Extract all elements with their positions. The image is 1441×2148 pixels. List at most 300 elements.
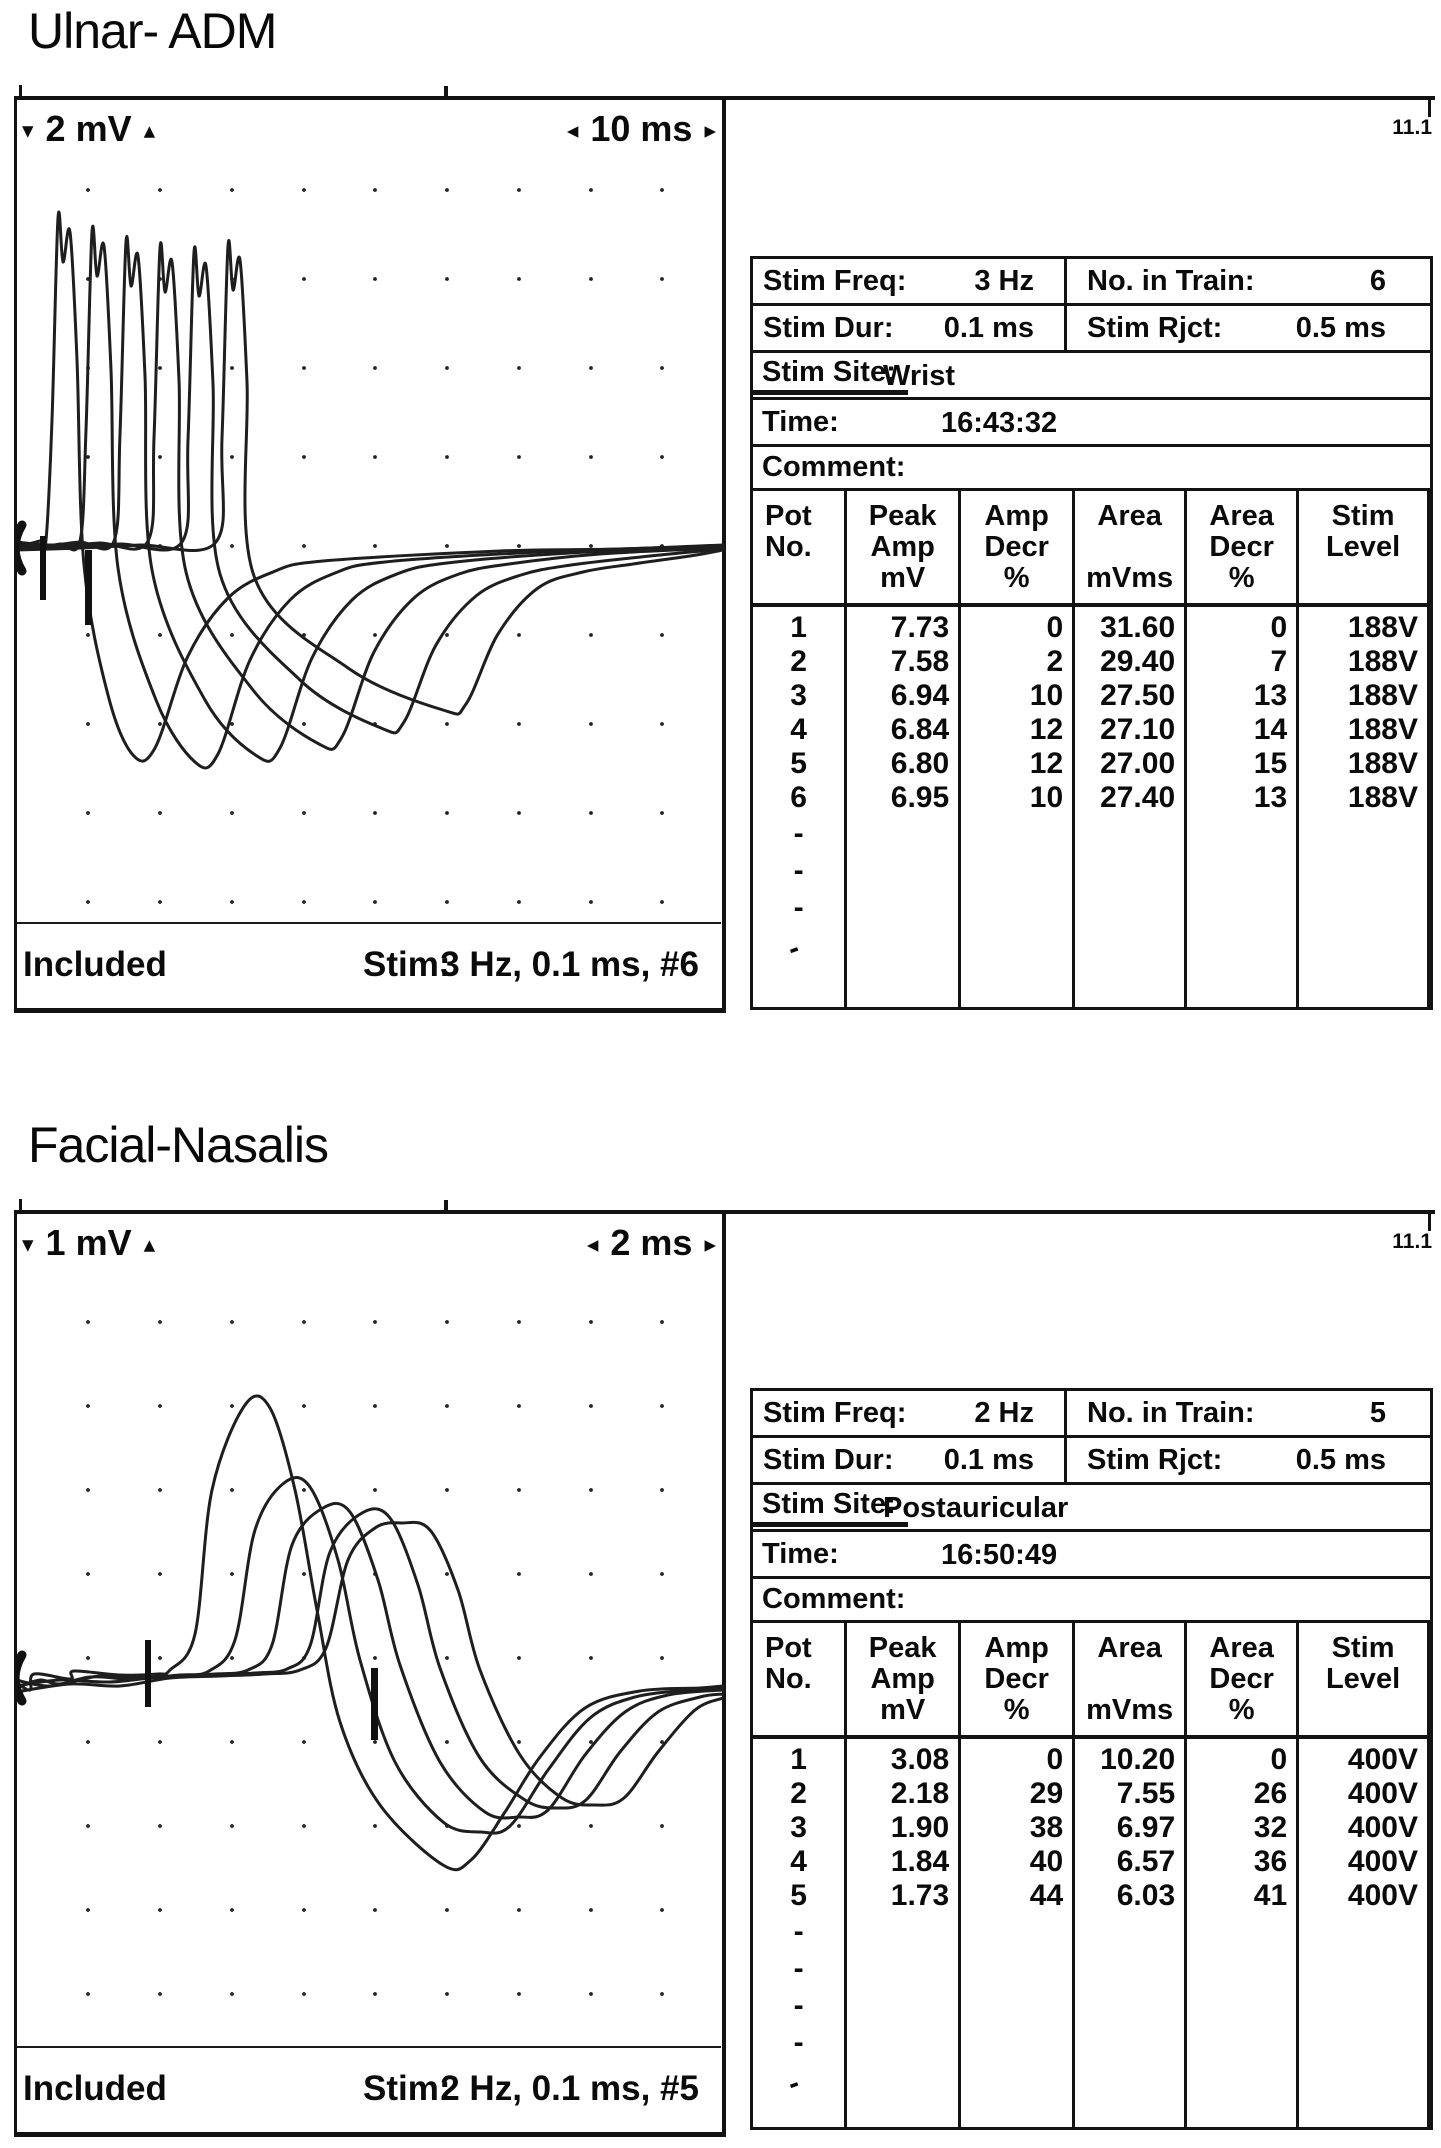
grid-dot [517,277,521,281]
stimulus-marker [145,1640,151,1707]
empty-row-dash: - [793,854,804,887]
waveform-plot [14,1212,725,2048]
table-column [961,1623,1075,2127]
grid-dot [86,722,90,726]
grid-dot [158,900,162,904]
empty-row-dash: - [793,817,804,850]
comment-label: Comment: [762,451,906,483]
top-rule-stub [19,1199,22,1212]
grid-dot [445,277,449,281]
grid-dot [517,1488,521,1492]
grid-dot [517,188,521,192]
grid-dot [373,1404,377,1408]
grid-dot [373,188,377,192]
grid-dot [517,633,521,637]
table-cell: 7.73 [890,611,950,644]
info-cell [1067,1438,1430,1482]
grid-dot [517,722,521,726]
info-row [753,447,1430,491]
grid-dot [230,544,234,548]
grid-dot [445,188,449,192]
table-cell: 6.57 [1116,1845,1176,1878]
grid-dot [445,1320,449,1324]
grid-dot [373,1908,377,1912]
corner-bracket [1428,96,1431,117]
grid-dot [302,900,306,904]
grid-dot [445,1488,449,1492]
table-cell: 7.55 [1116,1777,1176,1810]
column-header: Area mVms [1086,1632,1174,1726]
empty-row-dash [1187,1950,1296,1987]
table-cell: 40 [1029,1845,1064,1878]
table-column [847,491,961,1007]
grid-dot [86,1824,90,1828]
empty-row-dash [1299,926,1427,963]
grid-dot [660,1908,664,1912]
grid-dot [86,1908,90,1912]
grid-dot [660,1572,664,1576]
info-row [753,259,1430,306]
amplitude-scale-label: 1 mV [45,1222,132,1263]
grid-dot [230,1320,234,1324]
triangle-up-icon: ▴ [143,1232,156,1258]
column-header: Amp Decr % [984,1632,1049,1726]
grid-dot [517,1740,521,1744]
corner-tag: 11.1 [1392,116,1432,139]
amplitude-scale-label: 2 mV [45,108,132,149]
table-cell: 36 [1253,1845,1288,1878]
grid-dot [517,455,521,459]
grid-dot [86,1404,90,1408]
grid-dot [373,277,377,281]
grid-dot [589,1404,593,1408]
table-column [1299,1623,1430,2127]
table-column [1187,1623,1299,2127]
stim-freq-value: 2 Hz [974,1396,1034,1429]
included-label: Included [23,945,167,984]
empty-row-dash [1299,1987,1427,2024]
empty-row-dash [1187,889,1296,926]
grid-dot [158,1992,162,1996]
table-cell: 29 [1029,1777,1064,1810]
grid-dot [517,1320,521,1324]
grid-dot [660,188,664,192]
info-cell [1067,306,1430,350]
corner-tag: 11.1 [1392,1230,1432,1253]
table-cell: 188V [1347,611,1418,644]
empty-row-dash [1075,889,1184,926]
table-cell: 3.08 [890,1743,950,1776]
grid-dot [230,811,234,815]
table-cell: 5 [790,1879,807,1912]
table-cell: 27.40 [1100,781,1176,814]
info-cell [753,1438,1067,1482]
waveform-plot [14,98,725,925]
table-cell: 0 [1046,611,1064,644]
column-header: Peak Amp mV [868,1632,937,1726]
grid-dot [517,1404,521,1408]
panel-title: Facial-Nasalis [28,1117,328,1173]
table-column [1075,491,1187,1007]
empty-row-dash [1075,926,1184,963]
grid-dot [230,366,234,370]
table-cell: 400V [1347,1845,1418,1878]
triangle-down-icon: ▾ [22,1232,34,1258]
table-cell: 27.10 [1100,713,1176,746]
empty-row-dash [1187,926,1296,963]
grid-dot [589,455,593,459]
cmap-trace [16,1522,723,1805]
empty-row-dash [961,926,1072,963]
table-cell: 10.20 [1100,1743,1176,1776]
table-cell: 12 [1029,713,1064,746]
column-header: Area Decr % [1209,500,1274,594]
waveform-border-bottom [14,1008,726,1013]
train-label: No. in Train: [1087,1396,1255,1429]
stim-site-value: Wrist [883,360,955,392]
grid-dot [517,1656,521,1660]
info-row [753,1485,1430,1532]
table-column [961,491,1075,1007]
grid-dot [517,900,521,904]
stimulus-marker [40,536,46,600]
grid-dot [158,1824,162,1828]
grid-dot [589,1572,593,1576]
column-header: Pot No. [765,500,812,563]
empty-row-dash [961,1913,1072,1950]
grid-dot [445,1740,449,1744]
stim-dur-label: Stim Dur: [763,311,894,344]
grid-dot [230,1908,234,1912]
table-cell: 7.58 [890,645,950,678]
train-label: No. in Train: [1087,264,1255,297]
grid-dot [445,722,449,726]
grid-dot [373,455,377,459]
empty-row-dash [961,852,1072,889]
triangle-down-icon: ▾ [22,118,34,144]
grid-dot [86,188,90,192]
grid-dot [373,1320,377,1324]
grid-dot [445,633,449,637]
grid-dot [373,1656,377,1660]
trace-status-bar [17,922,721,1006]
grid-dot [589,544,593,548]
cmap-trace [16,1396,723,1870]
top-rule-tick [444,1200,448,1211]
stim-rjct-value: 0.5 ms [1295,1443,1386,1476]
grid-dot [373,811,377,815]
grid-dot [445,1656,449,1660]
potential-data-grid [753,1623,1430,2127]
triangle-right-icon: ▸ [704,118,716,144]
grid-dot [158,1404,162,1408]
table-cell: 400V [1347,1879,1418,1912]
stimulus-marker [371,1668,378,1740]
empty-row-dash [1299,852,1427,889]
grid-dot [158,1656,162,1660]
cmap-trace [16,212,723,761]
empty-row-dash [847,815,958,852]
empty-row-dash [847,889,958,926]
grid-dot [660,1488,664,1492]
empty-row-dash [961,815,1072,852]
column-header: Peak Amp mV [868,500,937,594]
empty-row-dash [1075,2024,1184,2061]
grid-dot [445,455,449,459]
table-cell: 6.80 [890,747,950,780]
grid-dot [230,455,234,459]
table-cell: 2 [1046,645,1064,678]
table-cell: 188V [1347,747,1418,780]
info-row [753,1391,1430,1438]
table-cell: 4 [790,1845,807,1878]
grid-dot [517,544,521,548]
trace-status-bar [17,2046,721,2130]
grid-dot [445,900,449,904]
grid-dot [445,1404,449,1408]
column-header: Stim Level [1325,500,1401,563]
grid-dot [158,722,162,726]
info-cell [1067,1391,1430,1435]
grid-dot [517,366,521,370]
info-row [753,1532,1430,1579]
grid-dot [373,1824,377,1828]
grid-dot [158,366,162,370]
train-value: 6 [1369,264,1386,297]
grid-dot [589,900,593,904]
table-cell: 44 [1029,1879,1064,1912]
grid-dot [589,1488,593,1492]
empty-row-dash [847,1987,958,2024]
table-cell: 41 [1253,1879,1288,1912]
table-cell: 1.90 [890,1811,950,1844]
table-cell: 6.03 [1116,1879,1176,1912]
table-column [753,1623,847,2127]
empty-row-dash [847,852,958,889]
waveform-border-bottom [14,2132,726,2137]
empty-row-dash: - [783,2066,804,2101]
empty-row-dash: - [793,1915,804,1948]
grid-dot [302,455,306,459]
table-cell: 0 [1046,1743,1064,1776]
grid-dot [302,1488,306,1492]
info-cell [1067,259,1430,303]
table-cell: 3 [790,679,807,712]
grid-dot [373,633,377,637]
empty-row-dash [961,2061,1072,2098]
grid-dot [86,1488,90,1492]
results-table [750,256,1433,1010]
triangle-left-icon: ◂ [566,118,579,144]
table-cell: 6 [790,781,807,814]
stim-summary-label: Stim: [363,945,451,984]
table-cell: 10 [1029,781,1064,814]
grid-dot [660,722,664,726]
info-row [753,353,1430,400]
empty-row-dash [847,1950,958,1987]
grid-dot [158,1572,162,1576]
table-cell: 6.95 [890,781,950,814]
grid-dot [589,1740,593,1744]
info-cell [753,1391,1067,1435]
empty-row-dash: - [783,931,804,966]
comment-label: Comment: [762,1583,906,1615]
panel-facial-nasalis [0,1114,1441,2148]
stim-dur-value: 0.1 ms [943,311,1034,344]
table-cell: 10 [1029,679,1064,712]
empty-row-dash [847,926,958,963]
grid-dot [660,811,664,815]
triangle-right-icon: ▸ [704,1232,716,1258]
grid-dot [302,366,306,370]
empty-row-dash [1075,815,1184,852]
table-cell: 2.18 [890,1777,950,1810]
info-row [753,1438,1430,1485]
grid-dot [589,811,593,815]
empty-row-dash [1187,2024,1296,2061]
stim-site-value: Postauricular [883,1492,1069,1524]
grid-dot [158,1740,162,1744]
grid-dot [373,900,377,904]
timebase-scale-label: 2 ms [610,1222,693,1263]
empty-row-dash [1299,815,1427,852]
grid-dot [302,1992,306,1996]
grid-dot [660,455,664,459]
empty-row-dash [847,1913,958,1950]
table-cell: 188V [1347,679,1418,712]
stim-summary-label: Stim: [363,2069,451,2108]
grid-dot [517,1572,521,1576]
column-header: Area mVms [1086,500,1174,594]
empty-row-dash [847,2061,958,2098]
table-cell: 2 [790,1777,807,1810]
grid-dot [373,544,377,548]
grid-dot [302,544,306,548]
grid-dot [86,1740,90,1744]
table-cell: 188V [1347,645,1418,678]
empty-row-dash [1075,2061,1184,2098]
table-cell: 400V [1347,1743,1418,1776]
grid-dot [302,277,306,281]
table-cell: 27.00 [1100,747,1176,780]
table-cell: 15 [1253,747,1288,780]
grid-dot [589,188,593,192]
train-value: 5 [1369,1396,1386,1429]
grid-dot [660,900,664,904]
header-separator [753,1735,1430,1739]
grid-dot [589,633,593,637]
grid-dot [230,633,234,637]
table-cell: 3 [790,1811,807,1844]
table-cell: 38 [1029,1811,1064,1844]
cmap-trace [16,226,723,768]
stim-site-label: Stim Site: [753,356,908,395]
grid-dot [86,633,90,637]
grid-dot [158,811,162,815]
empty-row-dash: - [793,1989,804,2022]
grid-dot [589,366,593,370]
time-label: Time: [762,405,839,438]
stim-rjct-label: Stim Rjct: [1087,311,1223,344]
corner-bracket [1428,1210,1431,1231]
grid-dot [230,1992,234,1996]
grid-dot [302,1320,306,1324]
table-cell: 4 [790,713,807,746]
grid-dot [302,188,306,192]
grid-dot [158,188,162,192]
stim-site-label: Stim Site: [753,1488,908,1527]
timebase-scale-label: 10 ms [590,108,693,149]
grid-dot [373,1740,377,1744]
grid-dot [589,1320,593,1324]
grid-dot [86,1572,90,1576]
grid-dot [373,1992,377,1996]
table-cell: 0 [1270,611,1288,644]
grid-dot [445,366,449,370]
empty-row-dash [1299,1950,1427,1987]
stim-rjct-value: 0.5 ms [1295,311,1386,344]
sweep-origin-mark [15,1655,22,1701]
grid-dot [517,811,521,815]
table-cell: 31.60 [1100,611,1176,644]
column-header: Stim Level [1325,1632,1401,1695]
grid-dot [230,1824,234,1828]
empty-row-dash [1075,1987,1184,2024]
triangle-up-icon: ▴ [143,118,156,144]
info-row [753,306,1430,353]
empty-row-dash [1075,1950,1184,1987]
info-cell [753,259,1067,303]
empty-row-dash [961,1987,1072,2024]
grid-dot [517,1992,521,1996]
grid-dot [302,1824,306,1828]
grid-dot [302,1404,306,1408]
grid-dot [660,633,664,637]
stim-summary-value: 3 Hz, 0.1 ms, #6 [440,945,699,984]
time-value: 16:50:49 [941,1539,1058,1571]
empty-row-dash: - [793,2026,804,2059]
table-column [753,491,847,1007]
grid-dot [302,722,306,726]
grid-dot [86,1992,90,1996]
grid-dot [302,811,306,815]
grid-dot [589,1992,593,1996]
empty-row-dash [1299,2061,1427,2098]
stim-dur-label: Stim Dur: [763,1443,894,1476]
grid-dot [86,1656,90,1660]
grid-dot [86,900,90,904]
stim-rjct-label: Stim Rjct: [1087,1443,1223,1476]
empty-row-dash [1075,852,1184,889]
grid-dot [230,1404,234,1408]
stim-summary-value: 2 Hz, 0.1 ms, #5 [440,2069,699,2108]
column-header: Area Decr % [1209,1632,1274,1726]
empty-row-dash [1187,815,1296,852]
grid-dot [589,277,593,281]
table-cell: 27.50 [1100,679,1176,712]
empty-row-dash [1299,2024,1427,2061]
potential-data-grid [753,491,1430,1007]
table-cell: 5 [790,747,807,780]
empty-row-dash [1187,1913,1296,1950]
grid-dot [302,1572,306,1576]
time-label: Time: [762,1537,839,1570]
table-cell: 188V [1347,713,1418,746]
grid-dot [660,1320,664,1324]
grid-dot [230,188,234,192]
grid-dot [302,1740,306,1744]
table-cell: 400V [1347,1811,1418,1844]
